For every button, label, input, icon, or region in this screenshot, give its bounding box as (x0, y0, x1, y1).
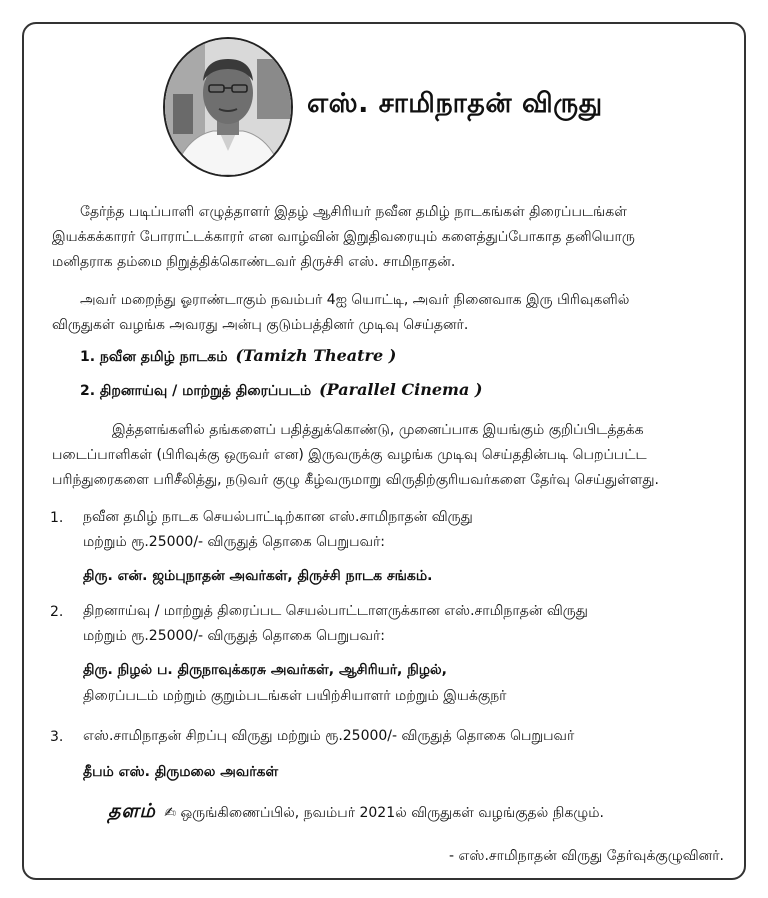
category-english: (Parallel Cinema ) (319, 380, 483, 399)
footer-note (108, 800, 604, 825)
selection-paragraph (52, 418, 726, 493)
award-number: 1. (50, 510, 64, 526)
decision-line: அவர் மறைந்து ஓராண்டாகும் நவம்பர் 4ஐ யொட்டி, அவர் நினைவாக இரு பிரிவுகளில் (80, 292, 630, 308)
committee-signature: - எஸ்.சாமிநாதன் விருது தேர்வுக்குழுவினர். (448, 848, 724, 864)
category-label: 2. திறனாய்வு / மாற்றுத் திரைப்படம் (80, 383, 312, 399)
award-number: 2. (50, 604, 64, 620)
category-cinema (80, 380, 482, 401)
award-description (83, 505, 473, 555)
selection-line: பரிந்துரைகளை பரிசீலித்து, நடுவர் குழு கீழ்வருமாறு விருதிற்குரியவர்களை தேர்வு செய்துள்ளது. (52, 472, 659, 488)
award-description-line: நவீன தமிழ் நாடக செயல்பாட்டிற்கான எஸ்.சாமிநாதன் விருது (83, 509, 473, 525)
decision-paragraph (52, 288, 726, 338)
intro-paragraph (52, 200, 726, 275)
award-description-line: எஸ்.சாமிநாதன் சிறப்பு விருது மற்றும் ரூ.25000/- விருதுத் தொகை பெறுபவர் (83, 728, 575, 744)
intro-line: தேர்ந்த படிப்பாளி எழுத்தாளர் இதழ் ஆசிரியர் நவீன தமிழ் நாடகங்கள் திரைப்படங்கள் (80, 204, 627, 220)
portrait-photo (163, 37, 293, 177)
award-description (83, 599, 588, 649)
intro-line: இயக்கக்காரர் போராட்டக்காரர் என வாழ்வின் இறுதிவரையும் களைத்துப்போகாத தனியொரு (52, 229, 635, 245)
award-description-line: மற்றும் ரூ.25000/- விருதுத் தொகை பெறுபவர்: (83, 534, 386, 550)
quill-icon: ✍ (164, 805, 176, 821)
award-description (83, 724, 574, 749)
intro-line: மனிதராக தம்மை நிறுத்திக்கொண்டவர் திருச்சி எஸ். சாமிநாதன். (52, 254, 456, 270)
category-theatre (80, 346, 396, 367)
award-winner: தீபம் எஸ். திருமலை அவர்கள் (83, 764, 279, 780)
award-winner-details: திரைப்படம் மற்றும் குறும்படங்கள் பயிற்சியாளர் மற்றும் இயக்குநர் (83, 688, 507, 704)
award-title: எஸ். சாமிநாதன் விருது (307, 88, 603, 119)
footer-text: ஒருங்கிணைப்பில், நவம்பர் 2021ல் விருதுகள் வழங்குதல் நிகழும். (180, 805, 604, 821)
award-winner: திரு. என். ஜம்புநாதன் அவர்கள், திருச்சி நாடக சங்கம். (83, 568, 433, 584)
person-portrait-image (165, 39, 291, 175)
category-english: (Tamizh Theatre ) (235, 346, 397, 365)
award-description-line: மற்றும் ரூ.25000/- விருதுத் தொகை பெறுபவர்: (83, 628, 386, 644)
selection-line: படைப்பாளிகள் (பிரிவுக்கு ஒருவர் என) இருவருக்கு வழங்க முடிவு செய்ததின்படி பெறப்பட்ட (52, 447, 647, 463)
decision-line: விருதுகள் வழங்க அவரது அன்பு குடும்பத்தினர் முடிவு செய்தனர். (52, 317, 469, 333)
selection-line: இத்தளங்களில் தங்களைப் பதித்துக்கொண்டு, முனைப்பாக இயங்கும் குறிப்பிடத்தக்க (112, 422, 644, 438)
thalam-logo: தளம் (108, 800, 156, 822)
award-description-line: திறனாய்வு / மாற்றுத் திரைப்பட செயல்பாட்டாளருக்கான எஸ்.சாமிநாதன் விருது (83, 603, 588, 619)
award-number: 3. (50, 729, 64, 745)
category-label: 1. நவீன தமிழ் நாடகம் (80, 349, 228, 365)
award-winner: திரு. நிழல் ப. திருநாவுக்கரசு அவர்கள், ஆசிரியர், நிழல், (83, 662, 447, 678)
